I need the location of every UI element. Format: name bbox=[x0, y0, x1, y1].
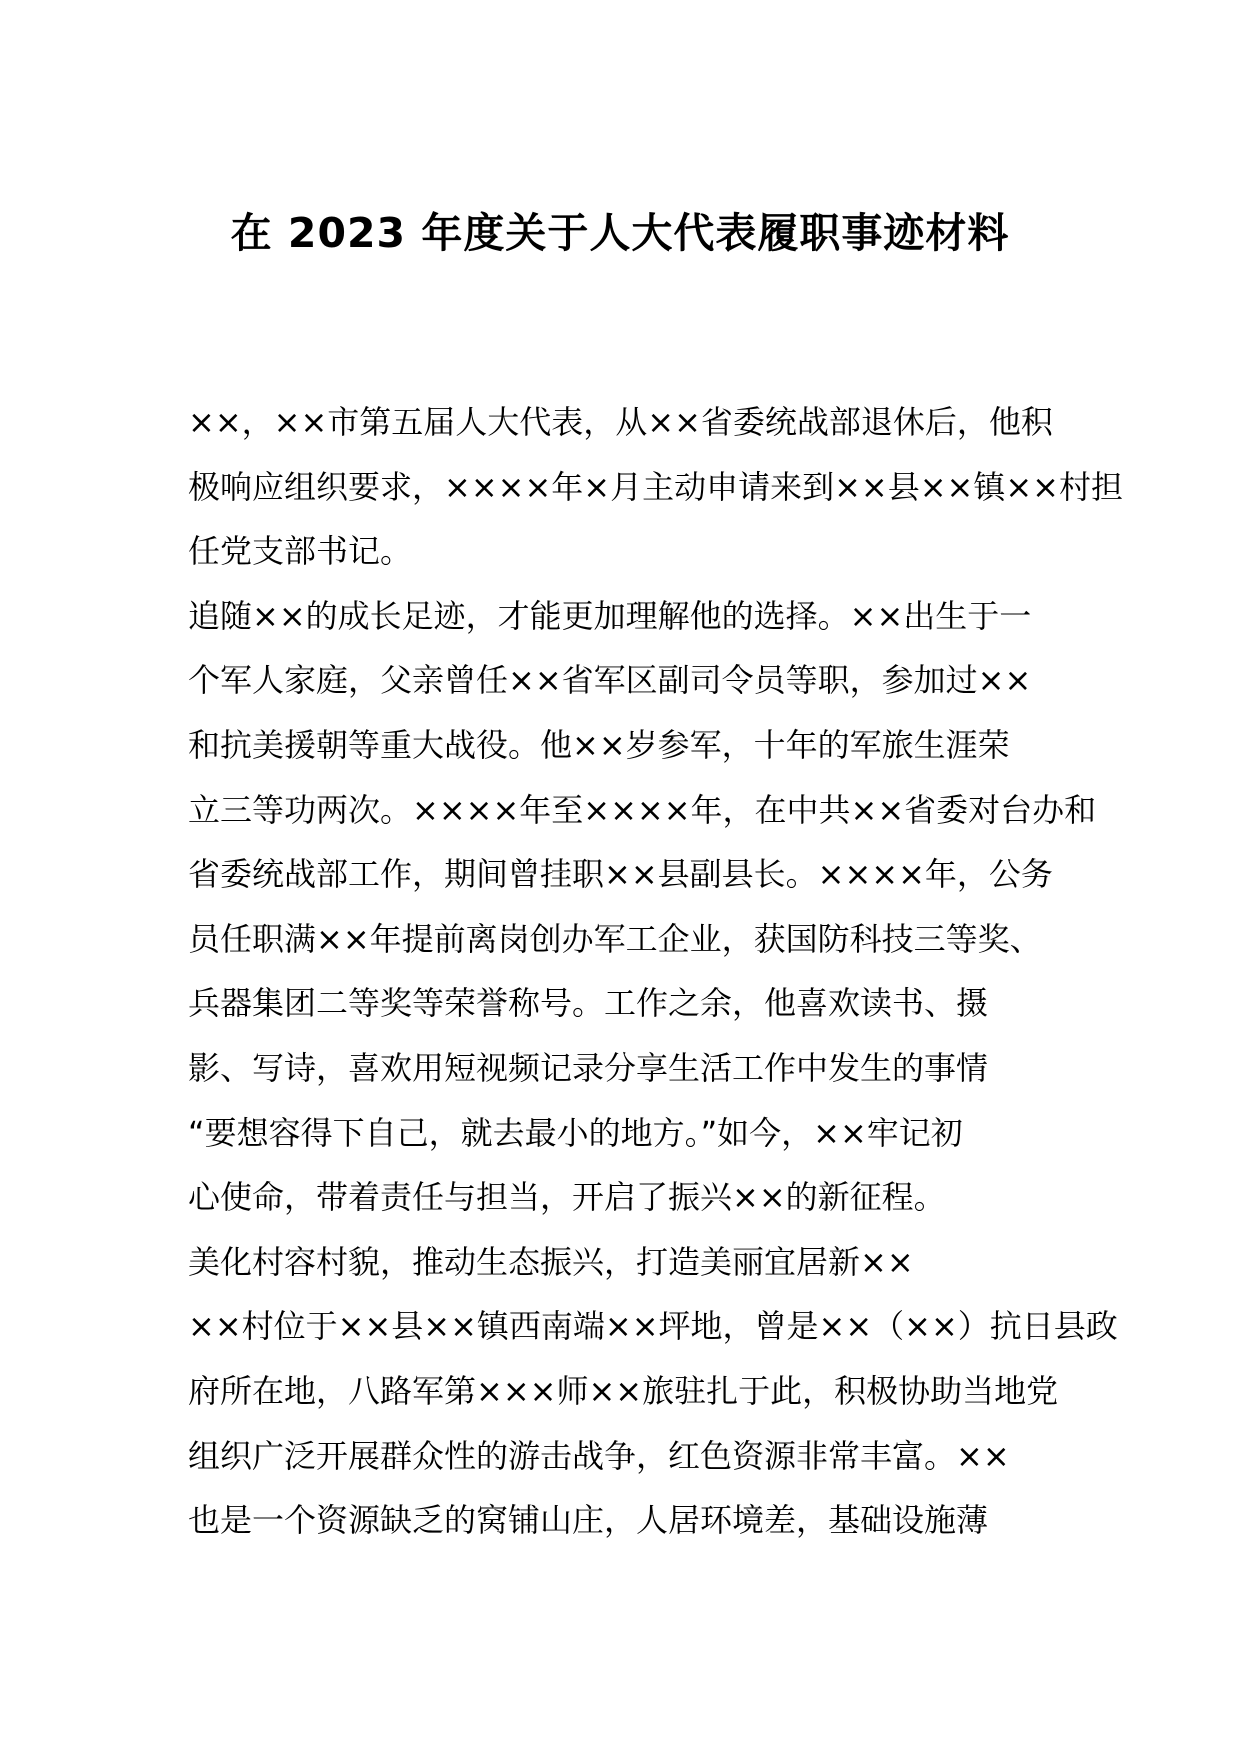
body-line: 影、写诗，喜欢用短视频记录分享生活工作中发生的事情 bbox=[188, 1048, 989, 1087]
body-line: 兵器集团二等奖等荣誉称号。工作之余，他喜欢读书、摄 bbox=[188, 984, 989, 1023]
body-line: “要想容得下自己，就去最小的地方。”如今，××牢记初 bbox=[188, 1113, 963, 1152]
body-line: 府所在地，八路军第×××师××旅驻扎于此，积极协助当地党 bbox=[188, 1371, 1059, 1410]
body-line: 员任职满××年提前离岗创办军工企业，获国防科技三等奖、 bbox=[188, 919, 1042, 958]
section-heading: 美化村容村貌，推动生态振兴，打造美丽宜居新×× bbox=[188, 1242, 914, 1281]
body-line: 追随××的成长足迹，才能更加理解他的选择。××出生于一 bbox=[188, 596, 1032, 635]
body-line: 极响应组织要求，××××年×月主动申请来到××县××镇××村担 bbox=[188, 467, 1123, 506]
body-line: 个军人家庭，父亲曾任××省军区副司令员等职，参加过×× bbox=[188, 661, 1032, 700]
body-line: 心使命，带着责任与担当，开启了振兴××的新征程。 bbox=[188, 1178, 946, 1217]
body-line: 省委统战部工作，期间曾挂职××县副县长。××××年，公务 bbox=[188, 855, 1053, 894]
document-body bbox=[188, 390, 1123, 1553]
body-line: ××村位于××县××镇西南端××坪地，曾是××（××）抗日县政 bbox=[188, 1307, 1118, 1346]
document-title: 在 2023 年度关于人大代表履职事迹材料 bbox=[230, 209, 1010, 257]
body-line: 和抗美援朝等重大战役。他××岁参军，十年的军旅生涯荣 bbox=[188, 725, 1010, 764]
body-line: 立三等功两次。××××年至××××年，在中共××省委对台办和 bbox=[188, 790, 1097, 829]
body-line: 也是一个资源缺乏的窝铺山庄，人居环境差，基础设施薄 bbox=[188, 1501, 989, 1540]
body-line: ××，××市第五届人大代表，从××省委统战部退休后，他积 bbox=[188, 403, 1053, 441]
body-line: 组织广泛开展群众性的游击战争，红色资源非常丰富。×× bbox=[188, 1436, 1010, 1475]
body-line: 任党支部书记。 bbox=[188, 532, 413, 571]
